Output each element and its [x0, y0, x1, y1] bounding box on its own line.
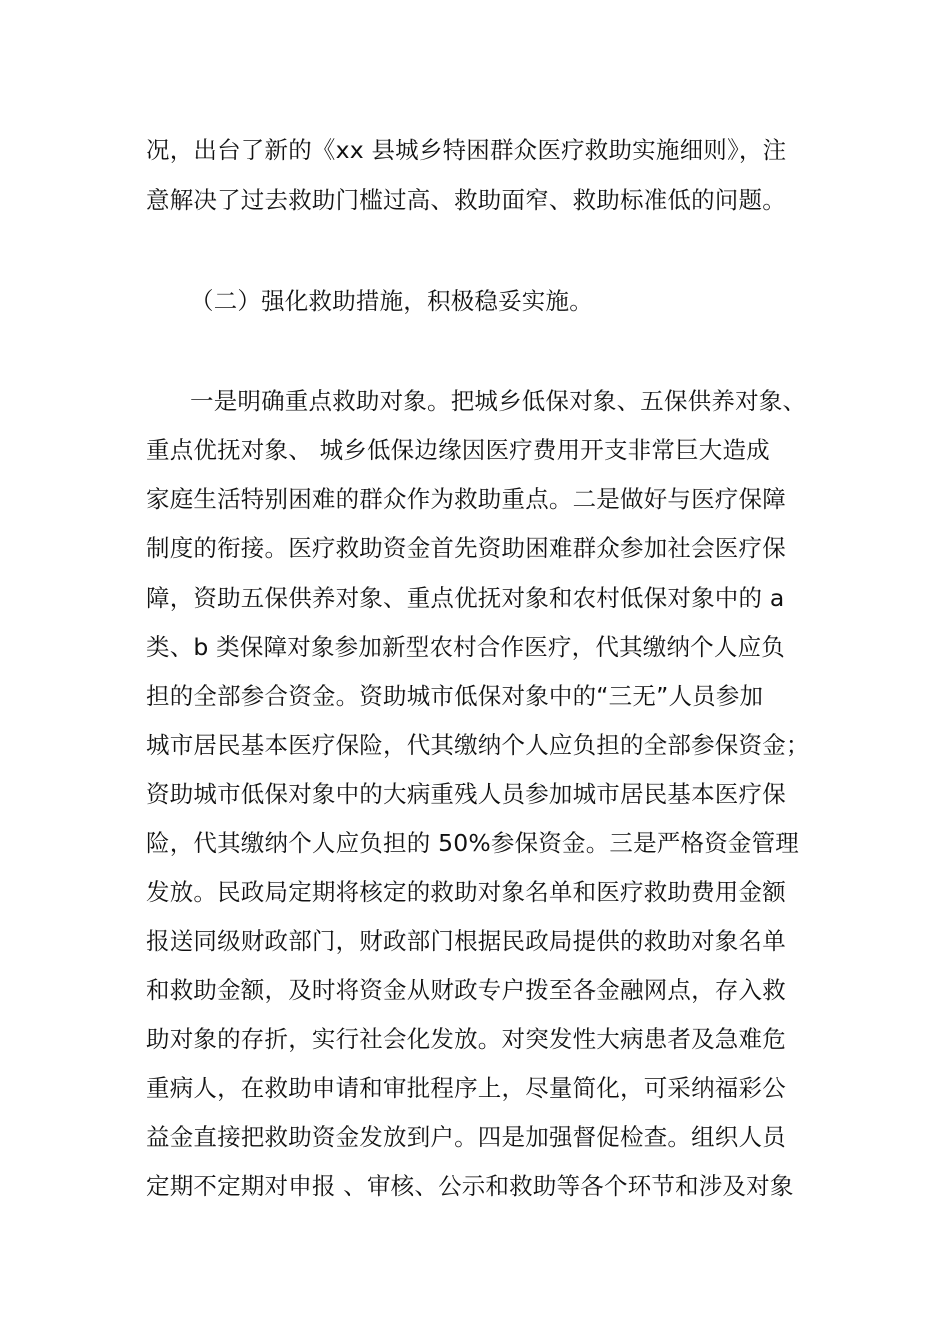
text-line: 定期不定期对申报 、审核、公示和救助等各个环节和涉及对象 — [146, 1172, 794, 1200]
text-line: 报送同级财政部门，财政部门根据民政局提供的救助对象名单 — [146, 927, 786, 955]
text-line: 和救助金额，及时将资金从财政专户拨至各金融网点，存入救 — [146, 976, 786, 1004]
section-heading: （二）强化救助措施，积极稳妥实施。 — [190, 287, 593, 315]
text-line: 意解决了过去救助门槛过高、救助面窄、救助标准低的问题。 — [146, 186, 786, 214]
text-line: 助对象的存折，实行社会化发放。对突发性大病患者及急难危 — [146, 1025, 786, 1053]
text-line: 担的全部参合资金。资助城市低保对象中的“三无”人员参加 — [146, 682, 764, 710]
text-line: 制度的衔接。医疗救助资金首先资助困难群众参加社会医疗保 — [146, 534, 786, 562]
text-line: 况，出台了新的《xx 县城乡特困群众医疗救助实施细则》，注 — [146, 136, 787, 164]
text-line: 重病人，在救助申请和审批程序上，尽量简化，可采纳福彩公 — [146, 1074, 786, 1102]
text-line: 资助城市低保对象中的大病重残人员参加城市居民基本医疗保 — [146, 780, 786, 808]
text-line: 障，资助五保供养对象、重点优抚对象和农村低保对象中的 a — [146, 584, 785, 612]
text-line: 家庭生活特别困难的群众作为救助重点。二是做好与医疗保障 — [146, 485, 786, 513]
text-line: 城市居民基本医疗保险，代其缴纳个人应负担的全部参保资金； — [146, 731, 810, 759]
text-line: 类、b 类保障对象参加新型农村合作医疗，代其缴纳个人应负 — [146, 633, 785, 661]
text-line: 发放。民政局定期将核定的救助对象名单和医疗救助费用金额 — [146, 878, 786, 906]
text-line: 险，代其缴纳个人应负担的 50%参保资金。三是严格资金管理 — [146, 829, 800, 857]
text-line: 重点优抚对象、 城乡低保边缘因医疗费用开支非常巨大造成 — [146, 436, 770, 464]
text-line: 益金直接把救助资金发放到户。四是加强督促检查。组织人员 — [146, 1123, 786, 1151]
text-line: 一是明确重点救助对象。把城乡低保对象、五保供养对象、 — [190, 387, 807, 415]
